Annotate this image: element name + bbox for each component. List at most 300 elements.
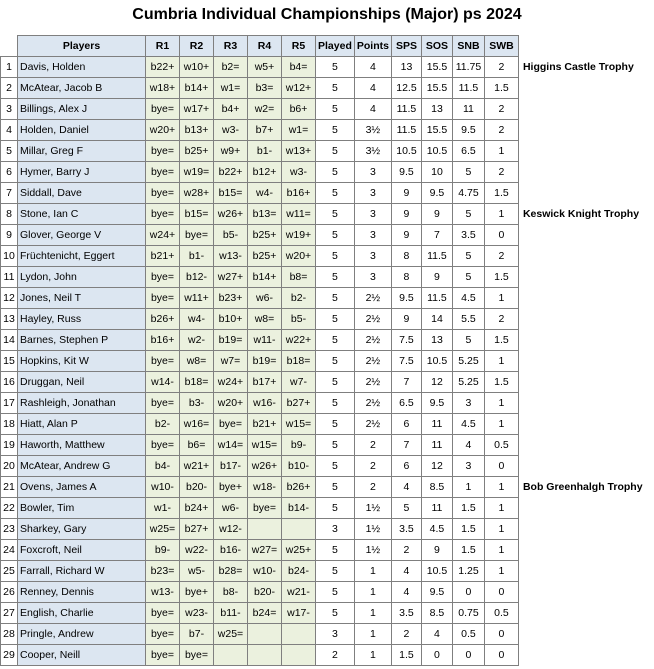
played-cell: 5 <box>316 414 355 435</box>
points-cell: 2 <box>354 477 391 498</box>
sps-cell: 7.5 <box>391 330 421 351</box>
round-2-result: w11+ <box>180 288 214 309</box>
player-name: Hymer, Barry J <box>18 162 146 183</box>
table-row <box>1 225 519 246</box>
round-5-result: b9- <box>282 435 316 456</box>
snb-cell: 5.5 <box>452 309 484 330</box>
player-name: Früchtenicht, Eggert <box>18 246 146 267</box>
round-2-result: b12- <box>180 267 214 288</box>
swb-cell: 0 <box>484 225 518 246</box>
sps-cell: 11.5 <box>391 99 421 120</box>
table-row <box>1 498 519 519</box>
round-1-result: bye= <box>146 204 180 225</box>
swb-cell: 1 <box>484 477 518 498</box>
points-cell: 1 <box>354 624 391 645</box>
points-cell: 1½ <box>354 498 391 519</box>
round-5-result: b5- <box>282 309 316 330</box>
sps-cell: 10.5 <box>391 141 421 162</box>
round-2-result: b27+ <box>180 519 214 540</box>
points-cell: 3 <box>354 204 391 225</box>
round-3-result: b17- <box>214 456 248 477</box>
table-row <box>1 603 519 624</box>
played-cell: 5 <box>316 183 355 204</box>
player-name: Billings, Alex J <box>18 99 146 120</box>
header-points: Points <box>354 36 391 57</box>
player-name: Druggan, Neil <box>18 372 146 393</box>
round-4-result: b25+ <box>248 225 282 246</box>
played-cell: 5 <box>316 540 355 561</box>
round-4-result: b12+ <box>248 162 282 183</box>
trophy-label: Keswick Knight Trophy <box>522 207 640 220</box>
round-3-result <box>214 645 248 666</box>
played-cell: 5 <box>316 582 355 603</box>
round-5-result: b10- <box>282 456 316 477</box>
player-name: Renney, Dennis <box>18 582 146 603</box>
sps-cell: 11.5 <box>391 120 421 141</box>
swb-cell: 2 <box>484 120 518 141</box>
player-name: Ovens, James A <box>18 477 146 498</box>
round-2-result: bye+ <box>180 582 214 603</box>
sps-cell: 4 <box>391 561 421 582</box>
table-row <box>1 561 519 582</box>
header-sps: SPS <box>391 36 421 57</box>
round-2-result: w19= <box>180 162 214 183</box>
round-2-result: bye= <box>180 645 214 666</box>
sps-cell: 5 <box>391 498 421 519</box>
round-1-result: bye= <box>146 645 180 666</box>
page-title: Cumbria Individual Championships (Major) ps 2024 <box>132 6 522 23</box>
round-5-result <box>282 645 316 666</box>
swb-cell: 1.5 <box>484 267 518 288</box>
round-1-result: b23= <box>146 561 180 582</box>
swb-cell: 1.5 <box>484 78 518 99</box>
points-cell: 2 <box>354 456 391 477</box>
swb-cell: 1 <box>484 288 518 309</box>
swb-cell: 1 <box>484 519 518 540</box>
round-3-result: w13- <box>214 246 248 267</box>
rank-cell: 1 <box>1 57 18 78</box>
rank-cell: 18 <box>1 414 18 435</box>
table-row <box>1 120 519 141</box>
round-5-result: w25+ <box>282 540 316 561</box>
points-cell: 4 <box>354 57 391 78</box>
round-2-result: w4- <box>180 309 214 330</box>
played-cell: 5 <box>316 603 355 624</box>
round-1-result: w14- <box>146 372 180 393</box>
header-r5: R5 <box>282 36 316 57</box>
rank-cell: 4 <box>1 120 18 141</box>
player-name: Hayley, Russ <box>18 309 146 330</box>
swb-cell: 2 <box>484 57 518 78</box>
sos-cell: 4 <box>421 624 452 645</box>
sps-cell: 7.5 <box>391 351 421 372</box>
round-2-result: b6= <box>180 435 214 456</box>
rank-cell: 12 <box>1 288 18 309</box>
sps-cell: 12.5 <box>391 78 421 99</box>
swb-cell: 2 <box>484 99 518 120</box>
round-5-result <box>282 624 316 645</box>
snb-cell: 11.75 <box>452 57 484 78</box>
played-cell: 5 <box>316 288 355 309</box>
snb-cell: 0.75 <box>452 603 484 624</box>
round-4-result: w2= <box>248 99 282 120</box>
swb-cell: 1 <box>484 540 518 561</box>
points-cell: 1 <box>354 561 391 582</box>
played-cell: 2 <box>316 645 355 666</box>
rank-cell: 7 <box>1 183 18 204</box>
rank-cell: 26 <box>1 582 18 603</box>
snb-cell: 4.5 <box>452 288 484 309</box>
round-3-result: b23+ <box>214 288 248 309</box>
points-cell: 2½ <box>354 288 391 309</box>
rank-cell: 15 <box>1 351 18 372</box>
results-table <box>0 35 519 666</box>
swb-cell: 1 <box>484 561 518 582</box>
snb-cell: 4.5 <box>452 414 484 435</box>
player-name: Siddall, Dave <box>18 183 146 204</box>
round-5-result: b26+ <box>282 477 316 498</box>
round-4-result: bye= <box>248 498 282 519</box>
round-4-result: w8= <box>248 309 282 330</box>
player-name: Millar, Greg F <box>18 141 146 162</box>
player-name: Jones, Neil T <box>18 288 146 309</box>
points-cell: 3 <box>354 246 391 267</box>
round-2-result: b24+ <box>180 498 214 519</box>
table-row <box>1 519 519 540</box>
table-row <box>1 372 519 393</box>
round-3-result: b11- <box>214 603 248 624</box>
sos-cell: 11.5 <box>421 288 452 309</box>
sps-cell: 2 <box>391 540 421 561</box>
header-row <box>1 36 519 57</box>
sps-cell: 9.5 <box>391 162 421 183</box>
rank-cell: 11 <box>1 267 18 288</box>
player-name: Farrall, Richard W <box>18 561 146 582</box>
round-3-result: w7= <box>214 351 248 372</box>
played-cell: 5 <box>316 120 355 141</box>
round-1-result: w20+ <box>146 120 180 141</box>
round-2-result: b18= <box>180 372 214 393</box>
round-4-result: w18- <box>248 477 282 498</box>
sos-cell: 9 <box>421 267 452 288</box>
rank-cell: 20 <box>1 456 18 477</box>
points-cell: 2½ <box>354 330 391 351</box>
sps-cell: 2 <box>391 624 421 645</box>
round-2-result: w23- <box>180 603 214 624</box>
trophy-label: Higgins Castle Trophy <box>522 60 634 73</box>
round-5-result: b6+ <box>282 99 316 120</box>
round-2-result: b1- <box>180 246 214 267</box>
round-2-result: b15= <box>180 204 214 225</box>
swb-cell: 0 <box>484 582 518 603</box>
played-cell: 5 <box>316 351 355 372</box>
snb-cell: 0.5 <box>452 624 484 645</box>
played-cell: 5 <box>316 141 355 162</box>
table-row <box>1 645 519 666</box>
player-name: Glover, George V <box>18 225 146 246</box>
snb-cell: 5.25 <box>452 351 484 372</box>
round-5-result: w13+ <box>282 141 316 162</box>
round-1-result: b21+ <box>146 246 180 267</box>
round-5-result: w20+ <box>282 246 316 267</box>
round-1-result: bye= <box>146 393 180 414</box>
table-row <box>1 288 519 309</box>
swb-cell: 2 <box>484 162 518 183</box>
round-5-result: w12+ <box>282 78 316 99</box>
rank-cell: 21 <box>1 477 18 498</box>
sps-cell: 6.5 <box>391 393 421 414</box>
round-1-result: bye= <box>146 435 180 456</box>
round-3-result: bye+ <box>214 477 248 498</box>
snb-cell: 5.25 <box>452 372 484 393</box>
rank-cell: 19 <box>1 435 18 456</box>
sos-cell: 11 <box>421 498 452 519</box>
table-row <box>1 435 519 456</box>
round-4-result: b13= <box>248 204 282 225</box>
table-row <box>1 78 519 99</box>
rank-cell: 2 <box>1 78 18 99</box>
swb-cell: 1.5 <box>484 330 518 351</box>
round-5-result <box>282 519 316 540</box>
table-row <box>1 162 519 183</box>
snb-cell: 3 <box>452 456 484 477</box>
round-3-result: w14= <box>214 435 248 456</box>
rank-cell: 22 <box>1 498 18 519</box>
header-swb: SWB <box>484 36 518 57</box>
sps-cell: 7 <box>391 372 421 393</box>
rank-cell: 6 <box>1 162 18 183</box>
round-5-result: b14- <box>282 498 316 519</box>
round-4-result: b17+ <box>248 372 282 393</box>
player-name: McAtear, Jacob B <box>18 78 146 99</box>
sos-cell: 13 <box>421 330 452 351</box>
header-r1: R1 <box>146 36 180 57</box>
snb-cell: 5 <box>452 162 484 183</box>
swb-cell: 1 <box>484 204 518 225</box>
sos-cell: 9.5 <box>421 183 452 204</box>
player-name: Holden, Daniel <box>18 120 146 141</box>
round-2-result: w22- <box>180 540 214 561</box>
sos-cell: 10.5 <box>421 561 452 582</box>
table-row <box>1 393 519 414</box>
sos-cell: 13 <box>421 99 452 120</box>
round-5-result: b4= <box>282 57 316 78</box>
round-3-result: w27+ <box>214 267 248 288</box>
round-3-result: b2= <box>214 57 248 78</box>
round-1-result: bye= <box>146 603 180 624</box>
played-cell: 5 <box>316 498 355 519</box>
header-r4: R4 <box>248 36 282 57</box>
player-name: McAtear, Andrew G <box>18 456 146 477</box>
round-1-result: bye= <box>146 351 180 372</box>
sos-cell: 14 <box>421 309 452 330</box>
played-cell: 5 <box>316 225 355 246</box>
rank-cell: 3 <box>1 99 18 120</box>
snb-cell: 5 <box>452 267 484 288</box>
rank-cell: 17 <box>1 393 18 414</box>
swb-cell: 0 <box>484 624 518 645</box>
points-cell: 1½ <box>354 519 391 540</box>
rank-cell: 29 <box>1 645 18 666</box>
points-cell: 1 <box>354 582 391 603</box>
round-2-result: w28+ <box>180 183 214 204</box>
player-name: Bowler, Tim <box>18 498 146 519</box>
swb-cell: 1.5 <box>484 372 518 393</box>
snb-cell: 5 <box>452 204 484 225</box>
played-cell: 5 <box>316 204 355 225</box>
points-cell: 3½ <box>354 120 391 141</box>
round-4-result: w5+ <box>248 57 282 78</box>
round-3-result: b5- <box>214 225 248 246</box>
round-4-result: b14+ <box>248 267 282 288</box>
round-5-result: b27+ <box>282 393 316 414</box>
sps-cell: 3.5 <box>391 519 421 540</box>
round-1-result: b26+ <box>146 309 180 330</box>
swb-cell: 0.5 <box>484 603 518 624</box>
sps-cell: 6 <box>391 414 421 435</box>
swb-cell: 1 <box>484 498 518 519</box>
sos-cell: 12 <box>421 456 452 477</box>
sos-cell: 7 <box>421 225 452 246</box>
sps-cell: 3.5 <box>391 603 421 624</box>
played-cell: 3 <box>316 624 355 645</box>
points-cell: 1 <box>354 603 391 624</box>
round-5-result: w11= <box>282 204 316 225</box>
round-1-result: bye= <box>146 288 180 309</box>
round-1-result: bye= <box>146 162 180 183</box>
table-row <box>1 351 519 372</box>
sos-cell: 11.5 <box>421 246 452 267</box>
round-3-result: w3- <box>214 120 248 141</box>
round-3-result: w1= <box>214 78 248 99</box>
snb-cell: 1.25 <box>452 561 484 582</box>
round-1-result: bye= <box>146 141 180 162</box>
table-row <box>1 309 519 330</box>
points-cell: 2½ <box>354 351 391 372</box>
round-5-result: w19+ <box>282 225 316 246</box>
rank-cell: 24 <box>1 540 18 561</box>
round-4-result: b19= <box>248 351 282 372</box>
table-row <box>1 624 519 645</box>
sps-cell: 9 <box>391 225 421 246</box>
sos-cell: 15.5 <box>421 120 452 141</box>
points-cell: 3 <box>354 183 391 204</box>
played-cell: 5 <box>316 372 355 393</box>
round-3-result: b8- <box>214 582 248 603</box>
round-5-result: w17- <box>282 603 316 624</box>
points-cell: 2½ <box>354 372 391 393</box>
table-row <box>1 267 519 288</box>
sos-cell: 15.5 <box>421 78 452 99</box>
round-5-result: w7- <box>282 372 316 393</box>
round-5-result: w15= <box>282 414 316 435</box>
round-2-result: w2- <box>180 330 214 351</box>
points-cell: 2½ <box>354 309 391 330</box>
table-row <box>1 183 519 204</box>
rank-cell: 23 <box>1 519 18 540</box>
table-row <box>1 141 519 162</box>
points-cell: 3 <box>354 162 391 183</box>
played-cell: 5 <box>316 78 355 99</box>
round-4-result: b20- <box>248 582 282 603</box>
round-3-result: b28= <box>214 561 248 582</box>
played-cell: 5 <box>316 99 355 120</box>
round-1-result: w13- <box>146 582 180 603</box>
table-row <box>1 582 519 603</box>
sps-cell: 8 <box>391 267 421 288</box>
round-3-result: b4+ <box>214 99 248 120</box>
table-row <box>1 540 519 561</box>
round-4-result: w15= <box>248 435 282 456</box>
rank-cell: 13 <box>1 309 18 330</box>
sps-cell: 1.5 <box>391 645 421 666</box>
player-name: Lydon, John <box>18 267 146 288</box>
swb-cell: 1 <box>484 393 518 414</box>
round-2-result: b25+ <box>180 141 214 162</box>
swb-cell: 0 <box>484 645 518 666</box>
sos-cell: 8.5 <box>421 477 452 498</box>
player-name: English, Charlie <box>18 603 146 624</box>
snb-cell: 5 <box>452 246 484 267</box>
snb-cell: 3 <box>452 393 484 414</box>
round-1-result: b16+ <box>146 330 180 351</box>
sps-cell: 9 <box>391 183 421 204</box>
rank-cell: 28 <box>1 624 18 645</box>
round-1-result: b9- <box>146 540 180 561</box>
round-5-result: w3- <box>282 162 316 183</box>
played-cell: 5 <box>316 477 355 498</box>
player-name: Haworth, Matthew <box>18 435 146 456</box>
sps-cell: 4 <box>391 582 421 603</box>
header-snb: SNB <box>452 36 484 57</box>
snb-cell: 11.5 <box>452 78 484 99</box>
played-cell: 5 <box>316 267 355 288</box>
round-4-result: b25+ <box>248 246 282 267</box>
points-cell: 3 <box>354 267 391 288</box>
round-5-result: w21- <box>282 582 316 603</box>
round-2-result: w10+ <box>180 57 214 78</box>
sps-cell: 9 <box>391 204 421 225</box>
points-cell: 4 <box>354 78 391 99</box>
round-4-result: w11- <box>248 330 282 351</box>
table-row <box>1 414 519 435</box>
round-1-result: bye= <box>146 267 180 288</box>
round-4-result: b3= <box>248 78 282 99</box>
table-row <box>1 477 519 498</box>
swb-cell: 2 <box>484 309 518 330</box>
played-cell: 5 <box>316 435 355 456</box>
player-name: Sharkey, Gary <box>18 519 146 540</box>
points-cell: 2½ <box>354 393 391 414</box>
sos-cell: 15.5 <box>421 57 452 78</box>
swb-cell: 1 <box>484 414 518 435</box>
sps-cell: 9.5 <box>391 288 421 309</box>
sps-cell: 4 <box>391 477 421 498</box>
rank-cell: 10 <box>1 246 18 267</box>
table-row <box>1 330 519 351</box>
player-name: Cooper, Neill <box>18 645 146 666</box>
points-cell: 2½ <box>354 414 391 435</box>
round-4-result: w4- <box>248 183 282 204</box>
snb-cell: 1.5 <box>452 519 484 540</box>
sps-cell: 6 <box>391 456 421 477</box>
round-4-result <box>248 624 282 645</box>
sos-cell: 10.5 <box>421 141 452 162</box>
table-row <box>1 57 519 78</box>
played-cell: 5 <box>316 456 355 477</box>
snb-cell: 5 <box>452 330 484 351</box>
round-4-result <box>248 519 282 540</box>
